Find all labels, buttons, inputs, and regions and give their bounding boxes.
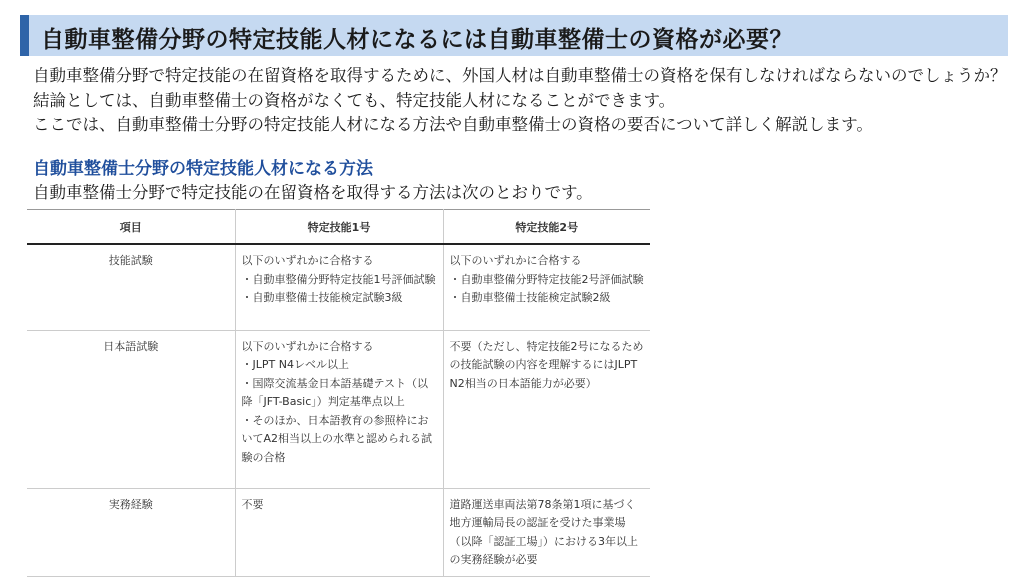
column-header-grade2: 特定技能2号 <box>443 210 650 245</box>
cell-line: 以下のいずれかに合格する <box>241 254 374 267</box>
cell-line: ・自動車整備分野特定技能1号評価試験 <box>241 272 436 286</box>
table-row-work-experience <box>27 488 650 576</box>
grade1-cell <box>235 488 443 576</box>
grade2-cell <box>443 244 650 330</box>
table-row-skill-test <box>27 244 650 330</box>
cell-line: 不要 <box>241 497 264 511</box>
cell-line: ・自動車整備士技能検定試験2級 <box>449 291 611 304</box>
grade1-cell <box>235 330 443 488</box>
row-label: 技能試験 <box>27 244 235 330</box>
cell-line: ・自動車整備士技能検定試験3級 <box>241 291 403 304</box>
cell-line: 以下のいずれかに合格する <box>241 339 374 353</box>
intro-paragraph: ここでは、自動車整備士分野の特定技能人材になる方法や自動車整備士の資格の要否について詳しく解説します。 <box>33 115 873 134</box>
intro-paragraph: 自動車整備分野で特定技能の在留資格を取得するために、外国人材は自動車整備士の資格を保有しなければならないのでしょうか？結論としては、自動車整備士の資格がなくても、特定技能人材になることができます。 <box>33 66 1007 110</box>
requirements-table <box>27 209 650 577</box>
intro-text <box>33 64 1008 138</box>
cell-line: 以下のいずれかに合格する <box>449 254 582 267</box>
cell-line: 道路運送車両法第78条第1項に基づく地方運輸局長の認証を受けた事業場（以降「認証工場」）における3年以上の実務経験が必要 <box>449 497 638 566</box>
grade2-cell <box>443 330 650 488</box>
cell-line: ・自動車整備分野特定技能2号評価試験 <box>449 272 644 286</box>
table-header-row <box>27 210 650 245</box>
section-lead: 自動車整備士分野で特定技能の在留資格を取得する方法は次のとおりです。 <box>33 183 593 202</box>
row-label: 実務経験 <box>27 488 235 576</box>
grade1-cell <box>235 244 443 330</box>
title-bar <box>20 15 1008 56</box>
cell-line: ・国際交流基金日本語基礎テスト（以降「JFT-Basic」）判定基準点以上 <box>241 376 429 408</box>
section-heading: 自動車整備士分野の特定技能人材になる方法 <box>33 159 373 179</box>
grade2-cell <box>443 488 650 576</box>
cell-line: ・JLPT N4レベル以上 <box>241 358 349 371</box>
table-row-japanese-test <box>27 330 650 488</box>
cell-line: 不要（ただし、特定技能2号になるための技能試験の内容を理解するにはJLPT N2相当の日本語能力が必要） <box>449 339 644 390</box>
cell-line: ・そのほか、日本語教育の参照枠においてA2相当以上の水準と認められる試験の合格 <box>241 413 433 464</box>
column-header-item: 項目 <box>27 210 235 245</box>
column-header-grade1: 特定技能1号 <box>235 210 443 245</box>
page-title: 自動車整備分野の特定技能人材になるには自動車整備士の資格が必要？ <box>41 27 793 53</box>
row-label: 日本語試験 <box>27 330 235 488</box>
